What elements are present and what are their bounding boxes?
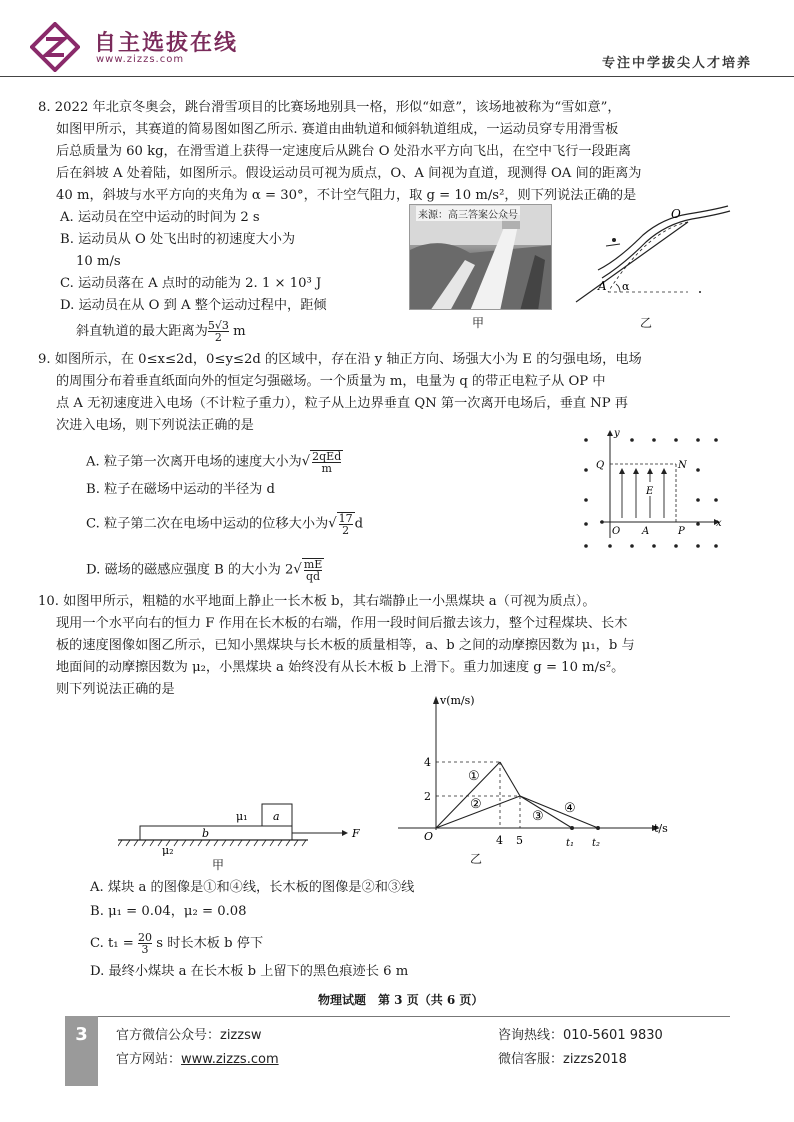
label-circle-3: ③ bbox=[532, 809, 544, 824]
label-N: N bbox=[678, 460, 687, 471]
fig-label-jia: 甲 bbox=[212, 858, 225, 872]
q9-option-a-text: A. 粒子第一次离开电场的速度大小为 bbox=[86, 454, 302, 470]
brand-name: 自主选拔在线 bbox=[94, 31, 239, 56]
q8-option-d-fraction bbox=[208, 320, 229, 343]
q8-stem-line: 如图甲所示，其赛道的简易图如图乙所示. 赛道由曲轨道和倾斜轨道组成，一运动员穿专用滑雪板 bbox=[56, 122, 619, 137]
fig-label-yi: 乙 bbox=[470, 852, 483, 866]
photo-caption: 来源：高三答案公众号 bbox=[416, 206, 520, 221]
footer-site-link[interactable]: www.zizzs.com bbox=[181, 1052, 279, 1067]
q8-option-d: D. 运动员在从 O 到 A 整个运动过程中，距倾 bbox=[60, 298, 327, 313]
label-E: E bbox=[646, 486, 654, 497]
q9-option-b: B. 粒子在磁场中运动的半径为 d bbox=[86, 482, 275, 497]
tick-t2: t₂ bbox=[592, 838, 601, 849]
fraction-numerator: 20 bbox=[138, 931, 153, 944]
label-circle-2: ② bbox=[470, 797, 482, 812]
fraction-numerator: mE bbox=[303, 558, 323, 571]
field-diagram bbox=[578, 428, 728, 553]
q9-option-d-fraction bbox=[302, 558, 324, 582]
footer-site-label: 官方网站： bbox=[116, 1052, 182, 1067]
footer-service: 微信客服：zizzs2018 bbox=[498, 1052, 627, 1067]
label-A: A bbox=[642, 526, 650, 537]
tick-t1: t₁ bbox=[566, 838, 575, 849]
footer-wechat: 官方微信公众号：zizzsw bbox=[116, 1028, 262, 1043]
sqrt-symbol: √ bbox=[293, 562, 302, 577]
q8-option-a: A. 运动员在空中运动的时间为 2 s bbox=[60, 210, 260, 225]
q9-option-d bbox=[86, 558, 324, 582]
q10-stem-line: 现用一个水平向右的恒力 F 作用在长木板的右端，作用一段时间后撤去该力，整个过程煤块、长木 bbox=[56, 616, 628, 631]
label-A: A bbox=[598, 279, 607, 293]
graph-origin: O bbox=[424, 830, 434, 843]
q8-option-b-cont: 10 m/s bbox=[76, 254, 121, 269]
header-divider bbox=[0, 76, 794, 77]
label-a: a bbox=[273, 810, 280, 823]
q8-stem-line: 40 m，斜坡与水平方向的夹角为 α = 30°，不计空气阻力，取 g = 10 m/s²，则下列说法正确的是 bbox=[56, 188, 637, 203]
ground-hatching bbox=[118, 840, 306, 846]
fraction-denominator: m bbox=[312, 462, 341, 474]
label-mu1: μ₁ bbox=[236, 810, 248, 823]
header-slogan: 专注中学拔尖人才培养 bbox=[601, 56, 752, 71]
q8-option-c: C. 运动员落在 A 点时的动能为 2. 1 × 10³ J bbox=[60, 276, 322, 291]
fraction-numerator: 5√3 bbox=[207, 319, 229, 332]
fraction-denominator: qd bbox=[304, 570, 322, 582]
q9-option-c-fraction bbox=[337, 512, 355, 536]
sqrt-symbol: √ bbox=[328, 516, 337, 531]
label-alpha: α bbox=[622, 280, 630, 293]
q8-stem-line: 后在斜坡 A 处着陆，如图所示。假设运动员可视为质点，O、A 间视为直道，现测得 OA 间的距离为 bbox=[56, 166, 642, 181]
graph-ylabel: v(m/s) bbox=[440, 694, 475, 707]
q8-option-d-unit: m bbox=[233, 324, 246, 339]
velocity-time-graph bbox=[398, 690, 678, 855]
skier-icon bbox=[606, 238, 620, 246]
q9-option-c bbox=[86, 512, 363, 536]
zizzs-logo-icon bbox=[30, 22, 80, 72]
fraction-numerator: 17 bbox=[338, 512, 353, 525]
label-x: x bbox=[716, 518, 722, 529]
ski-track-diagram bbox=[568, 200, 738, 315]
tick-x5: 5 bbox=[516, 834, 523, 847]
tick-y2: 2 bbox=[424, 790, 431, 803]
label-circle-4: ④ bbox=[564, 801, 576, 816]
q9-stem-line: 的周围分布着垂直纸面向外的恒定匀强磁场。一个质量为 m，电量为 q 的带正电粒子从 OP 中 bbox=[56, 374, 606, 389]
label-O: O bbox=[671, 207, 681, 221]
fig-label-jia: 甲 bbox=[472, 316, 485, 330]
q9-stem-line: 9. 如图所示，在 0≤x≤2d，0≤y≤2d 的区域中，存在沿 y 轴正方向、场强大小为 E 的匀强电场，电场 bbox=[38, 352, 642, 367]
label-F: F bbox=[352, 827, 360, 840]
q10-option-c bbox=[90, 932, 263, 955]
label-Q: Q bbox=[596, 460, 605, 471]
q9-option-a-fraction bbox=[310, 450, 343, 474]
fraction-denominator: 3 bbox=[138, 943, 152, 955]
fig-label-yi: 乙 bbox=[640, 316, 653, 330]
q10-option-b: B. μ₁ = 0.04，μ₂ = 0.08 bbox=[90, 904, 247, 919]
label-b: b bbox=[202, 827, 210, 840]
q10-option-a: A. 煤块 a 的图像是①和④线，长木板的图像是②和③线 bbox=[90, 880, 415, 895]
fraction-denominator: 2 bbox=[208, 331, 229, 343]
footer-divider bbox=[98, 1016, 730, 1017]
q9-stem-line: 点 A 无初速度进入电场（不计粒子重力），粒子从上边界垂直 QN 第一次离开电场后，垂直 NP 再 bbox=[56, 396, 628, 411]
footer-site bbox=[116, 1048, 279, 1067]
fraction-numerator: 2qEd bbox=[312, 450, 342, 463]
q10-option-c-post: s 时长木板 b 停下 bbox=[156, 936, 264, 951]
q10-option-d: D. 最终小煤块 a 在长木板 b 上留下的黑色痕迹长 6 m bbox=[90, 964, 409, 979]
line-1-descent bbox=[500, 762, 520, 796]
footer-hotline: 咨询热线：010-5601 9830 bbox=[498, 1028, 663, 1043]
q9-stem-line: 次进入电场，则下列说法正确的是 bbox=[56, 418, 254, 433]
sqrt-symbol: √ bbox=[301, 454, 311, 469]
q9-option-c-text: C. 粒子第二次在电场中运动的位移大小为 bbox=[86, 516, 329, 532]
tick-x4: 4 bbox=[496, 834, 503, 847]
q10-stem-line: 10. 如图甲所示，粗糙的水平地面上静止一长木板 b，其右端静止一小黑煤块 a（可视为质点）。 bbox=[38, 594, 596, 609]
q8-stem-line: 后总质量为 60 kg，在滑雪道上获得一定速度后从跳台 O 处沿水平方向飞出，在空中飞行一段距离 bbox=[56, 144, 632, 159]
graph-xlabel: t/s bbox=[654, 822, 668, 835]
q8-option-d-cont bbox=[76, 320, 246, 343]
label-y: y bbox=[614, 428, 620, 439]
q10-stem-line: 则下列说法正确的是 bbox=[56, 682, 175, 697]
page-footer-label: 物理试题 第 3 页（共 6 页） bbox=[318, 993, 484, 1007]
brand-url[interactable]: www.zizzs.com bbox=[96, 54, 185, 65]
label-circle-1: ① bbox=[468, 769, 480, 784]
q10-option-c-pre: C. t₁ = bbox=[90, 936, 134, 951]
tick-y4: 4 bbox=[424, 756, 431, 769]
label-O: O bbox=[612, 526, 621, 537]
label-mu2: μ₂ bbox=[162, 844, 174, 856]
q9-option-d-text: D. 磁场的磁感应强度 B 的大小为 2 bbox=[86, 562, 294, 578]
q9-option-a bbox=[86, 450, 343, 474]
q10-stem-line: 地面间的动摩擦因数为 μ₂，小黑煤块 a 始终没有从长木板 b 上滑下。重力加速度 g = 10 m/s²。 bbox=[56, 660, 625, 675]
board-block-diagram bbox=[118, 796, 368, 856]
fraction-denominator: 2 bbox=[339, 524, 353, 536]
q9-option-c-tail: d bbox=[354, 516, 364, 532]
q8-stem-line: 8. 2022 年北京冬奥会，跳台滑雪项目的比赛场地别具一格，形似“如意”，该场地被称为“雪如意”， bbox=[38, 100, 621, 115]
q10-stem-line: 板的速度图像如图乙所示，已知小黑煤块与长木板的质量相等，a、b 之间的动摩擦因数为 μ₁，b 与 bbox=[56, 638, 635, 653]
footer-page-number: 3 bbox=[65, 1016, 98, 1086]
q8-option-b: B. 运动员从 O 处飞出时的初速度大小为 bbox=[60, 232, 296, 247]
label-P: P bbox=[678, 526, 685, 537]
q8-option-d-text: 斜直轨道的最大距离为 bbox=[76, 324, 208, 339]
q10-option-c-fraction bbox=[138, 932, 152, 955]
